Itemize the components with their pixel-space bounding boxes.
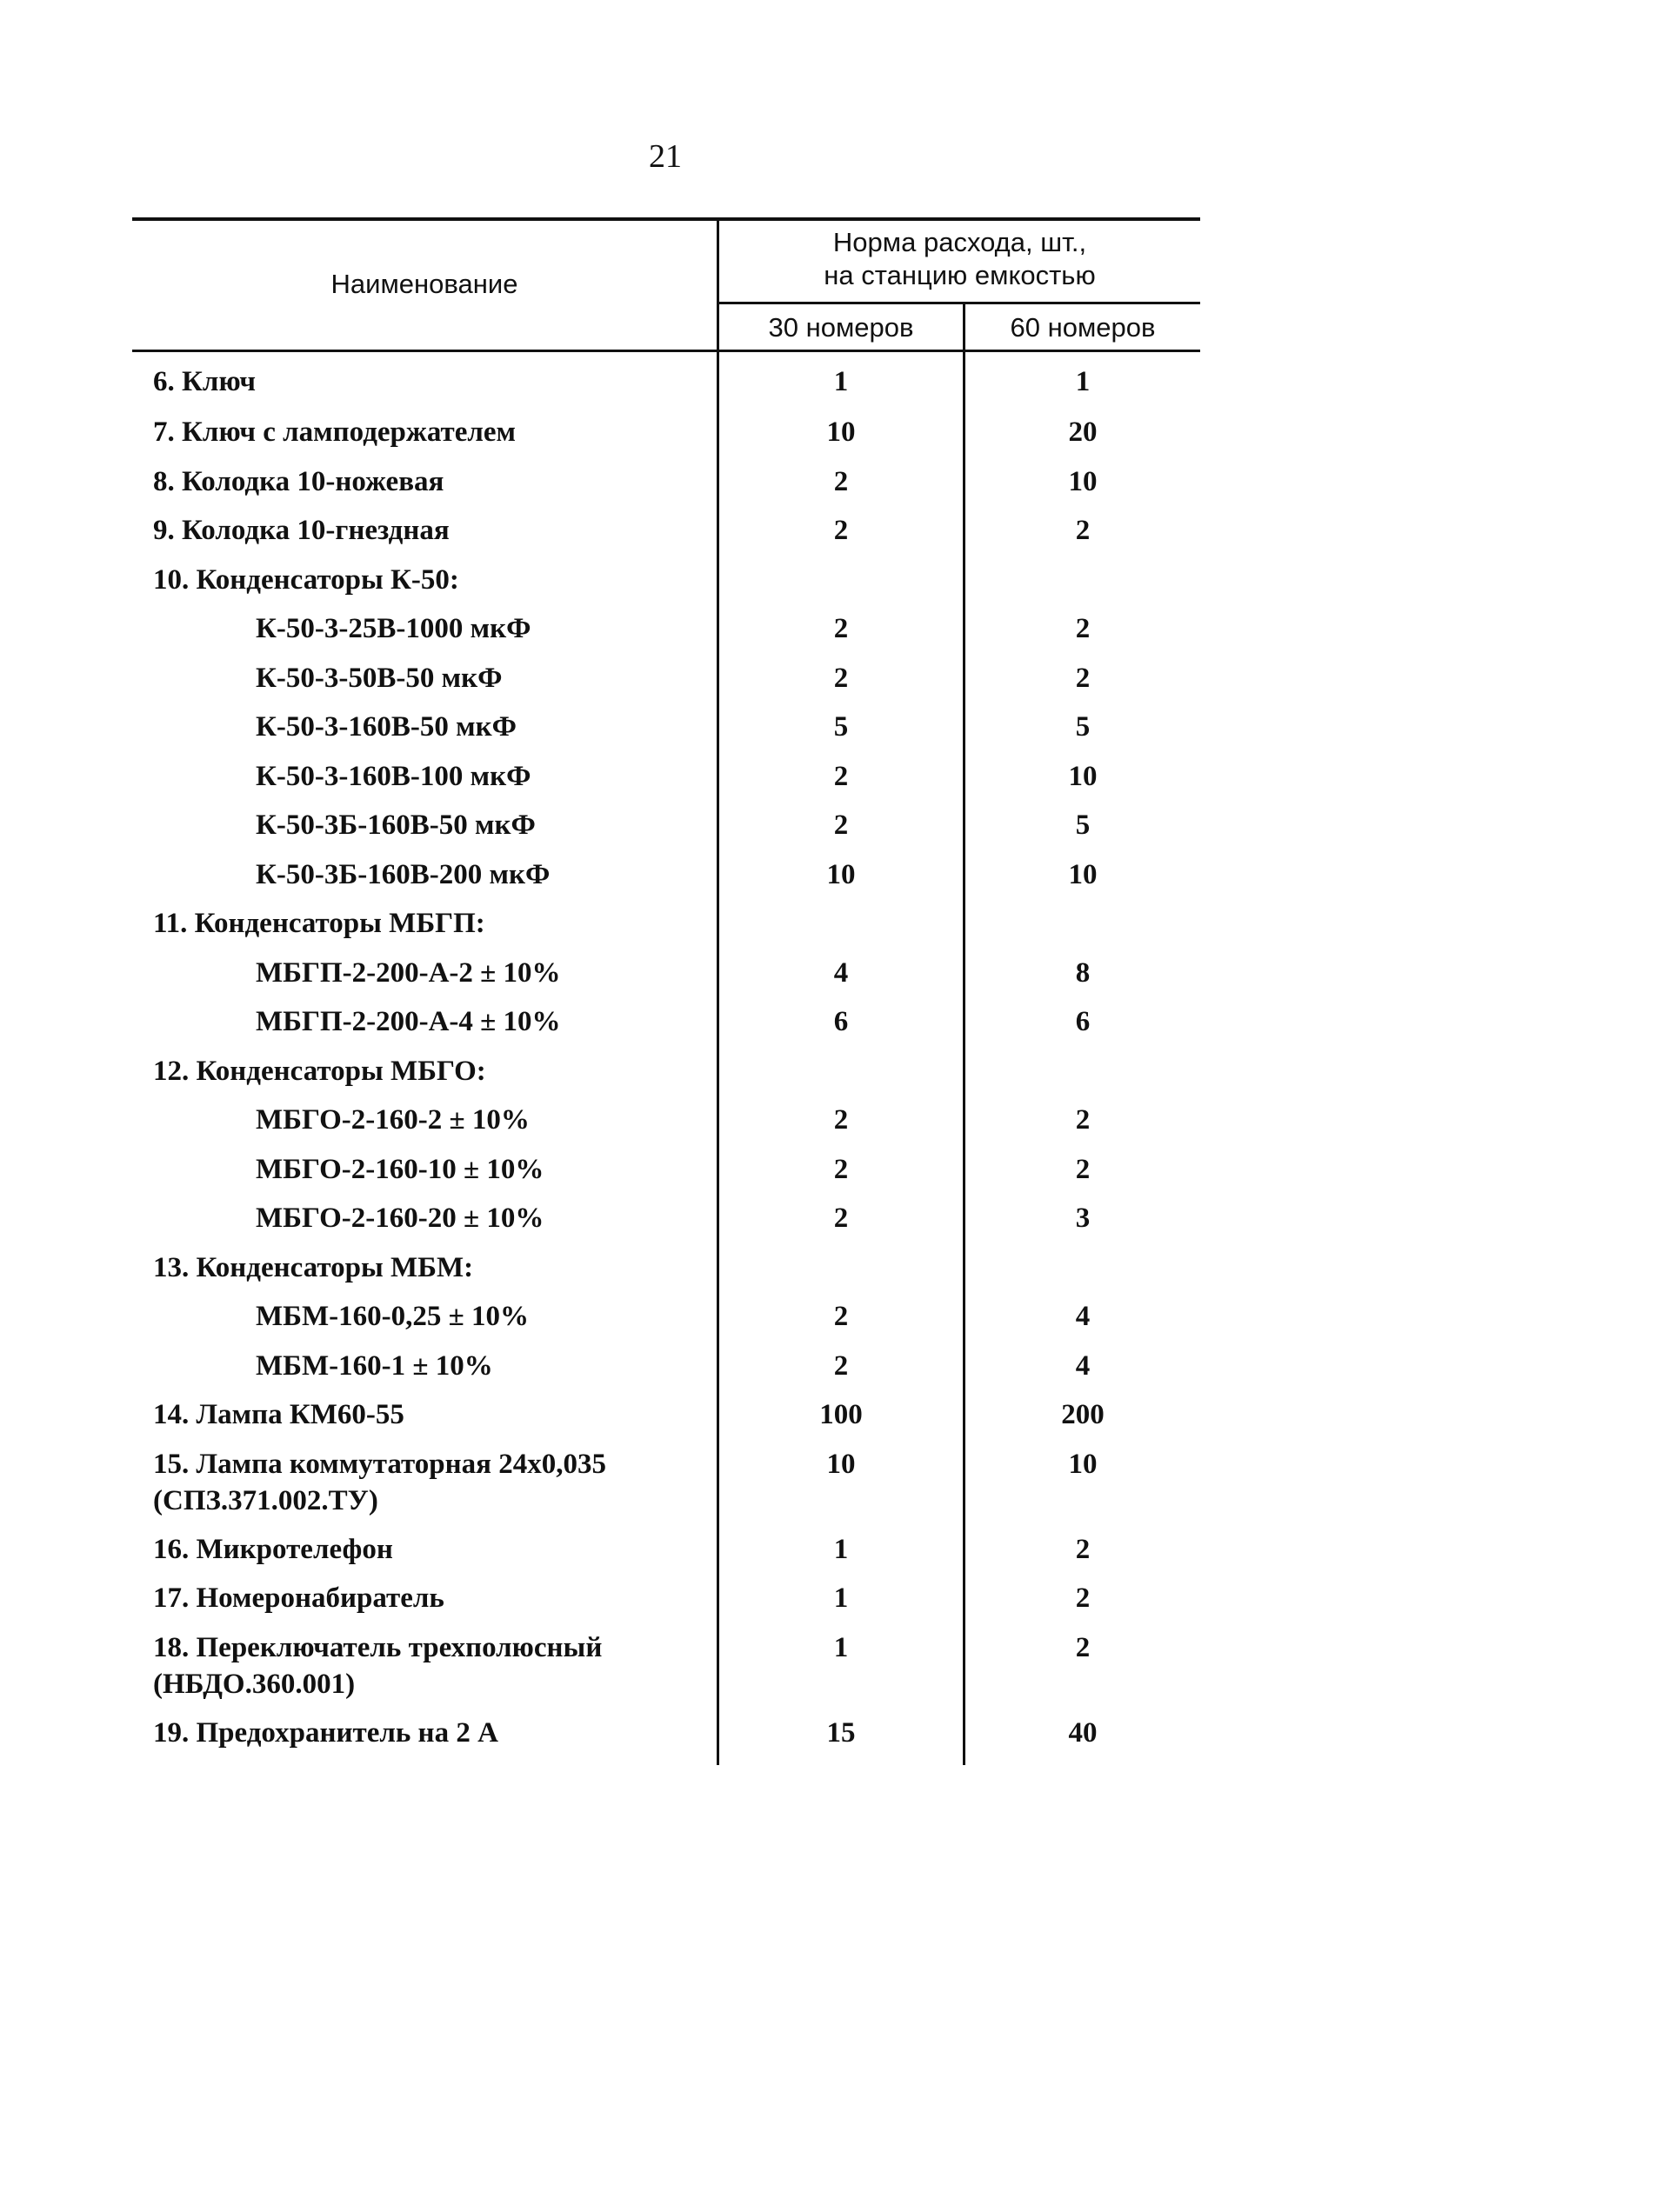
value-30-numbers: 2: [833, 1301, 849, 1332]
item-name: МБГО-2-160-20 ± 10%: [256, 1203, 544, 1234]
item-name: МБМ-160-1 ± 10%: [256, 1350, 493, 1382]
value-60-numbers: 1: [1075, 366, 1091, 397]
header-group-column: Норма расхода, шт., на станцию емкостью: [824, 227, 1096, 290]
item-name: 9. Колодка 10-гнездная: [153, 515, 450, 546]
value-60-numbers: 3: [1075, 1203, 1091, 1234]
value-30-numbers: 2: [833, 515, 849, 546]
value-30-numbers: 1: [833, 366, 849, 397]
value-30-numbers: 1: [833, 1632, 849, 1663]
value-30-numbers: 10: [826, 859, 856, 890]
value-60-numbers: 2: [1075, 613, 1091, 644]
value-60-numbers: 5: [1075, 810, 1091, 841]
value-30-numbers: 10: [826, 1449, 856, 1480]
value-30-numbers: 2: [833, 613, 849, 644]
item-name: 7. Ключ с ламподержателем: [153, 416, 516, 448]
value-30-numbers: 10: [826, 416, 856, 448]
value-60-numbers: 2: [1075, 1104, 1091, 1136]
value-30-numbers: 100: [819, 1399, 863, 1430]
value-30-numbers: 2: [833, 761, 849, 792]
item-name: 17. Номеронабиратель: [153, 1582, 444, 1614]
header-name-column: Наименование: [330, 269, 518, 299]
value-30-numbers: 15: [826, 1717, 856, 1749]
value-60-numbers: 5: [1075, 711, 1091, 743]
value-30-numbers: 1: [833, 1582, 849, 1614]
item-name: 13. Конденсаторы МБМ:: [153, 1252, 474, 1283]
header-30-numbers: 30 номеров: [768, 312, 914, 343]
value-60-numbers: 2: [1075, 1632, 1091, 1663]
header-60-numbers: 60 номеров: [1010, 312, 1156, 343]
value-30-numbers: 4: [833, 957, 849, 989]
header-bottom-rule: [132, 350, 1200, 352]
item-name: К-50-3Б-160В-200 мкФ: [256, 859, 551, 890]
item-name: МБГП-2-200-А-2 ± 10%: [256, 957, 561, 989]
value-60-numbers: 2: [1075, 1154, 1091, 1185]
value-30-numbers: 6: [833, 1006, 849, 1037]
item-name: К-50-3-160В-50 мкФ: [256, 711, 517, 743]
item-name: МБМ-160-0,25 ± 10%: [256, 1301, 529, 1332]
item-name: МБГО-2-160-10 ± 10%: [256, 1154, 544, 1185]
item-name: 19. Предохранитель на 2 А: [153, 1717, 498, 1749]
value-60-numbers: 8: [1075, 957, 1091, 989]
consumption-table: [132, 217, 1200, 1767]
value-30-numbers: 2: [833, 1104, 849, 1136]
item-name: К-50-3-160В-100 мкФ: [256, 761, 531, 792]
value-30-numbers: 2: [833, 466, 849, 497]
value-60-numbers: 2: [1075, 663, 1091, 694]
item-name: 6. Ключ: [153, 366, 257, 397]
value-60-numbers: 200: [1061, 1399, 1105, 1430]
value-30-numbers: 2: [833, 663, 849, 694]
item-name: 14. Лампа КМ60-55: [153, 1399, 404, 1430]
value-30-numbers: 2: [833, 1154, 849, 1185]
value-60-numbers: 10: [1068, 466, 1098, 497]
value-60-numbers: 40: [1068, 1717, 1098, 1749]
page-number: 21: [649, 138, 682, 175]
item-name: 11. Конденсаторы МБГП:: [153, 908, 485, 939]
item-name: К-50-3-25В-1000 мкФ: [256, 613, 531, 644]
value-60-numbers: 10: [1068, 761, 1098, 792]
item-name: К-50-3-50В-50 мкФ: [256, 663, 503, 694]
value-30-numbers: 2: [833, 1350, 849, 1382]
item-name: 18. Переключатель трехполюсный (НБДО.360.001): [153, 1632, 603, 1700]
value-30-numbers: 2: [833, 1203, 849, 1234]
value-60-numbers: 2: [1075, 1534, 1091, 1565]
table-top-rule: [132, 217, 1200, 221]
value-60-numbers: 6: [1075, 1006, 1091, 1037]
item-name: МБГО-2-160-2 ± 10%: [256, 1104, 530, 1136]
value-60-numbers: 4: [1075, 1301, 1091, 1332]
item-name: МБГП-2-200-А-4 ± 10%: [256, 1006, 561, 1037]
header-subdivider-rule: [718, 302, 1200, 304]
value-60-numbers: 10: [1068, 1449, 1098, 1480]
value-60-numbers: 2: [1075, 515, 1091, 546]
item-name: 10. Конденсаторы К-50:: [153, 564, 459, 596]
item-name: 16. Микротелефон: [153, 1534, 393, 1565]
item-name: 8. Колодка 10-ножевая: [153, 466, 444, 497]
value-60-numbers: 2: [1075, 1582, 1091, 1614]
value-60-numbers: 10: [1068, 859, 1098, 890]
value-30-numbers: 2: [833, 810, 849, 841]
value-30-numbers: 5: [833, 711, 849, 743]
item-name: 12. Конденсаторы МБГО:: [153, 1056, 486, 1087]
item-name: 15. Лампа коммутаторная 24х0,035 (СПЗ.371.002.ТУ): [153, 1449, 606, 1516]
value-60-numbers: 4: [1075, 1350, 1091, 1382]
value-30-numbers: 1: [833, 1534, 849, 1565]
value-60-numbers: 20: [1068, 416, 1098, 448]
item-name: К-50-3Б-160В-50 мкФ: [256, 810, 536, 841]
